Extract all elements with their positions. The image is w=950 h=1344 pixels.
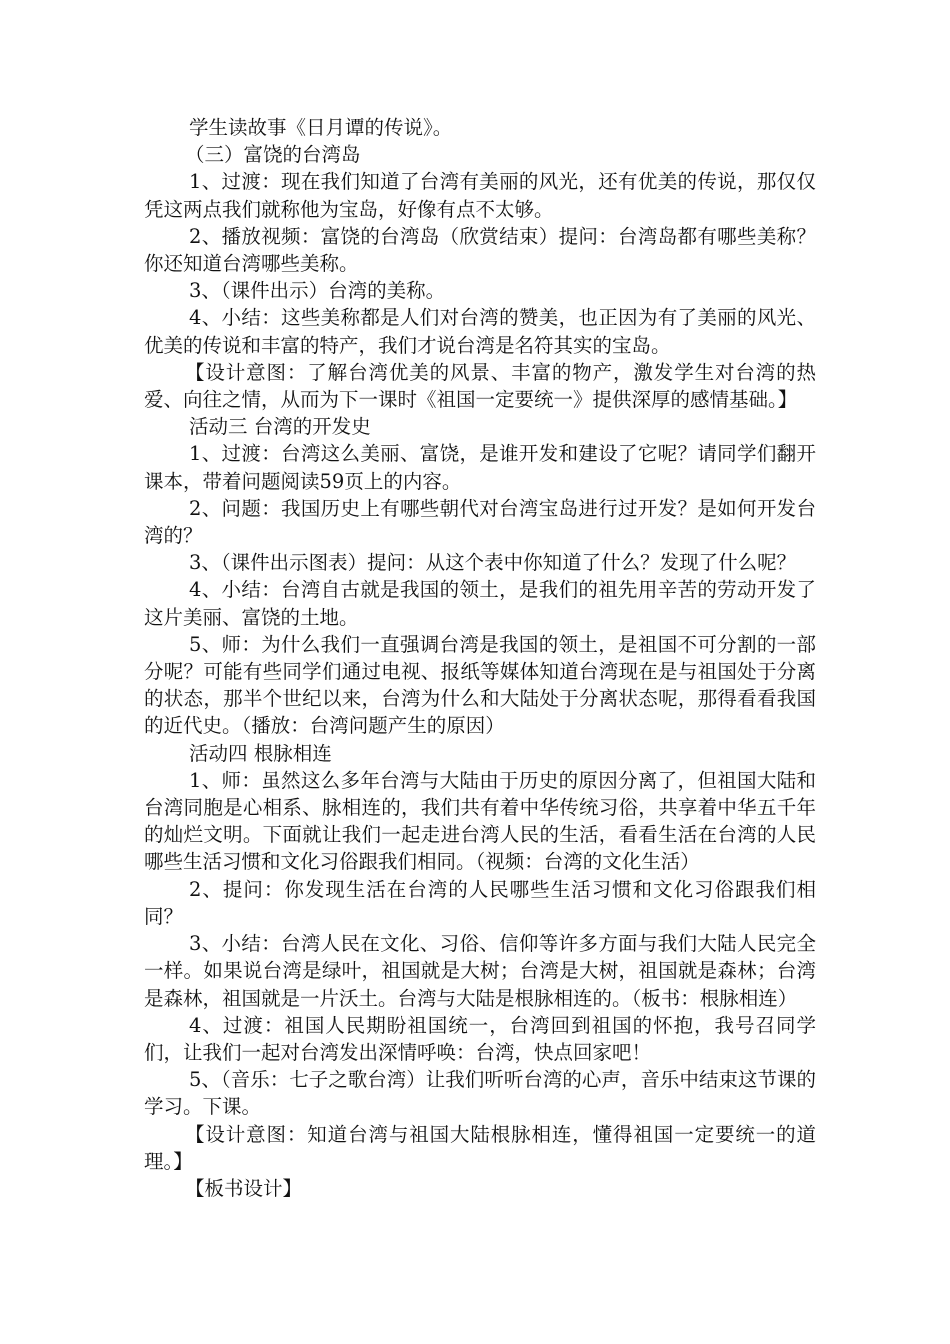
paragraph-activity4-teacher: 1、师：虽然这么多年台湾与大陆由于历史的原因分离了，但祖国大陆和台湾同胞是心相系、脉相连的，我们共有着中华传统习俗，共享着中华五千年的灿烂文明。下面就让我们一起走进台湾人民的生活，看看生活在台湾的人民哪些生活习惯和文化习俗跟我们相同。（视频：台湾的文化生活）: [144, 768, 816, 874]
paragraph-courseware-3: 3、（课件出示）台湾的美称。: [189, 279, 446, 303]
paragraph-design-intent-1: 【设计意图：了解台湾优美的风景、丰富的物产，激发学生对台湾的热爱、向往之情，从而为下一课时《祖国一定要统一》提供深厚的感情基础。】: [144, 360, 816, 412]
paragraph-activity3-teacher: 5、师：为什么我们一直强调台湾是我国的领土，是祖国不可分割的一部分呢？可能有些同学们通过电视、报纸等媒体知道台湾现在是与祖国处于分离的状态，那半个世纪以来，台湾为什么和大陆处于分离状态呢，那得看看我国的近代史。（播放：台湾问题产生的原因）: [144, 632, 816, 738]
paragraph-activity4-music: 5、（音乐：七子之歌台湾）让我们听听台湾的心声，音乐中结束这节课的学习。下课。: [144, 1068, 816, 1119]
activity-heading-3: 活动三 台湾的开发史: [189, 415, 371, 439]
activity-heading-4: 活动四 根脉相连: [189, 741, 332, 765]
paragraph-activity3-summary: 4、小结：台湾自古就是我国的领土，是我们的祖先用辛苦的劳动开发了这片美丽、富饶的土地。: [144, 578, 816, 629]
paragraph-video-2: 2、播放视频：富饶的台湾岛（欣赏结束）提问：台湾岛都有哪些美称？你还知道台湾哪些美称。: [144, 224, 816, 276]
paragraph-board-design: 【板书设计】: [185, 1176, 303, 1200]
paragraph-transition-1: 1、过渡：现在我们知道了台湾有美丽的风光，还有优美的传说，那仅仅凭这两点我们就称他为宝岛，好像有点不太够。: [144, 170, 816, 221]
paragraph-design-intent-2: 【设计意图：知道台湾与祖国大陆根脉相连，懂得祖国一定要统一的道理。】: [144, 1122, 816, 1173]
paragraph-story-reading: 学生读故事《日月谭的传说》。: [189, 116, 453, 139]
paragraph-activity4-transition: 4、过渡：祖国人民期盼祖国统一，台湾回到祖国的怀抱，我号召同学们，让我们一起对台湾发出深情呼唤：台湾，快点回家吧！: [144, 1013, 816, 1064]
paragraph-summary-4: 4、小结：这些美称都是人们对台湾的赞美，也正因为有了美丽的风光、优美的传说和丰富的特产，我们才说台湾是名符其实的宝岛。: [144, 306, 816, 357]
document-page: [144, 114, 816, 1202]
section-heading-rich-island: （三）富饶的台湾岛: [185, 143, 361, 167]
paragraph-activity3-question: 2、问题：我国历史上有哪些朝代对台湾宝岛进行过开发？是如何开发台湾的？: [144, 496, 816, 548]
paragraph-activity4-question: 2、提问：你发现生活在台湾的人民哪些生活习惯和文化习俗跟我们相同？: [144, 877, 816, 928]
paragraph-activity3-transition: 1、过渡：台湾这么美丽、富饶，是谁开发和建设了它呢？请同学们翻开课本，带着问题阅读59页上的内容。: [144, 442, 816, 493]
paragraph-activity3-chart: 3、（课件出示图表）提问：从这个表中你知道了什么？发现了什么呢？: [189, 551, 797, 575]
paragraph-activity4-summary: 3、小结：台湾人民在文化、习俗、信仰等许多方面与我们大陆人民完全一样。如果说台湾是绿叶，祖国就是大树；台湾是大树，祖国就是森林；台湾是森林，祖国就是一片沃土。台湾与大陆是根脉相连的。（板书：根脉相连）: [144, 932, 816, 1010]
